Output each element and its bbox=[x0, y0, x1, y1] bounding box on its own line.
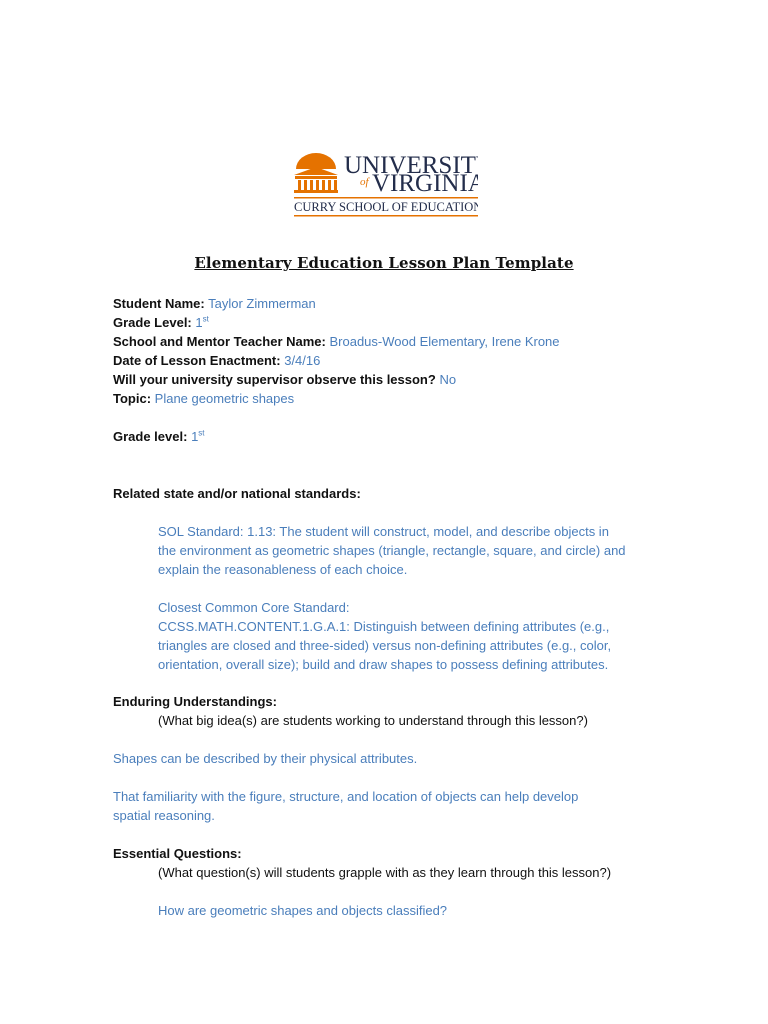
logo-text-university: UNIVERSIT bbox=[344, 152, 476, 179]
ccss-line-2: CCSS.MATH.CONTENT.1.G.A.1: Distinguish between defining attributes (e.g., bbox=[158, 619, 610, 634]
school-row bbox=[113, 332, 560, 351]
enduring-answer-1: Shapes can be described by their physical attributes. bbox=[113, 751, 418, 766]
sol-line-3: explain the reasonableness of each choice. bbox=[158, 562, 408, 577]
topic-row bbox=[113, 389, 294, 408]
grade-level-value-2: 1st bbox=[191, 428, 205, 444]
ccss-line-3: triangles are closed and three-sided) versus non-defining attributes (e.g., color, bbox=[158, 638, 612, 653]
uva-logo bbox=[294, 149, 478, 219]
enduring-answer-2-line-1: That familiarity with the figure, structure, and location of objects can help develop bbox=[113, 789, 579, 804]
grade-level-label: Grade Level: bbox=[113, 315, 192, 330]
ccss-line-4: orientation, overall size); build and draw shapes to possess defining attributes. bbox=[158, 657, 609, 672]
supervisor-value: No bbox=[439, 372, 457, 387]
essential-answer: How are geometric shapes and objects classified? bbox=[158, 903, 448, 918]
page-title: Elementary Education Lesson Plan Template bbox=[194, 254, 574, 272]
date-row bbox=[113, 351, 320, 370]
logo-text-of: of bbox=[360, 176, 369, 188]
date-value: 3/4/16 bbox=[284, 353, 321, 368]
grade-level-row-2 bbox=[113, 427, 205, 446]
grade-level-row bbox=[113, 313, 209, 332]
ccss-line-1: Closest Common Core Standard: bbox=[158, 600, 350, 615]
school-label: School and Mentor Teacher Name: bbox=[113, 334, 326, 349]
logo-text-virginia: VIRGINIA bbox=[372, 170, 478, 197]
student-name-label: Student Name: bbox=[113, 296, 205, 311]
topic-label: Topic: bbox=[113, 391, 152, 406]
enduring-answer-2-line-2: spatial reasoning. bbox=[113, 808, 215, 823]
grade-level-label-2: Grade level: bbox=[113, 429, 188, 444]
enduring-heading: Enduring Understandings: bbox=[113, 694, 277, 709]
enduring-prompt: (What big idea(s) are students working to understand through this lesson?) bbox=[158, 713, 588, 728]
supervisor-row bbox=[113, 370, 456, 389]
topic-value: Plane geometric shapes bbox=[154, 391, 295, 406]
student-name-value: Taylor Zimmerman bbox=[208, 296, 316, 311]
standards-heading: Related state and/or national standards: bbox=[113, 486, 361, 501]
essential-heading: Essential Questions: bbox=[113, 846, 242, 861]
date-label: Date of Lesson Enactment: bbox=[113, 353, 281, 368]
essential-prompt: (What question(s) will students grapple with as they learn through this lesson?) bbox=[158, 865, 612, 880]
sol-line-1: SOL Standard: 1.13: The student will construct, model, and describe objects in bbox=[158, 524, 609, 539]
logo-text-curry: CURRY SCHOOL OF EDUCATION bbox=[294, 200, 478, 214]
sol-line-2: the environment as geometric shapes (triangle, rectangle, square, and circle) and bbox=[158, 543, 626, 558]
grade-level-value: 1st bbox=[195, 314, 209, 330]
school-value: Broadus-Wood Elementary, Irene Krone bbox=[329, 334, 560, 349]
student-name-row bbox=[113, 294, 316, 313]
supervisor-label: Will your university supervisor observe this lesson? bbox=[113, 372, 436, 387]
rotunda-icon bbox=[294, 149, 478, 219]
